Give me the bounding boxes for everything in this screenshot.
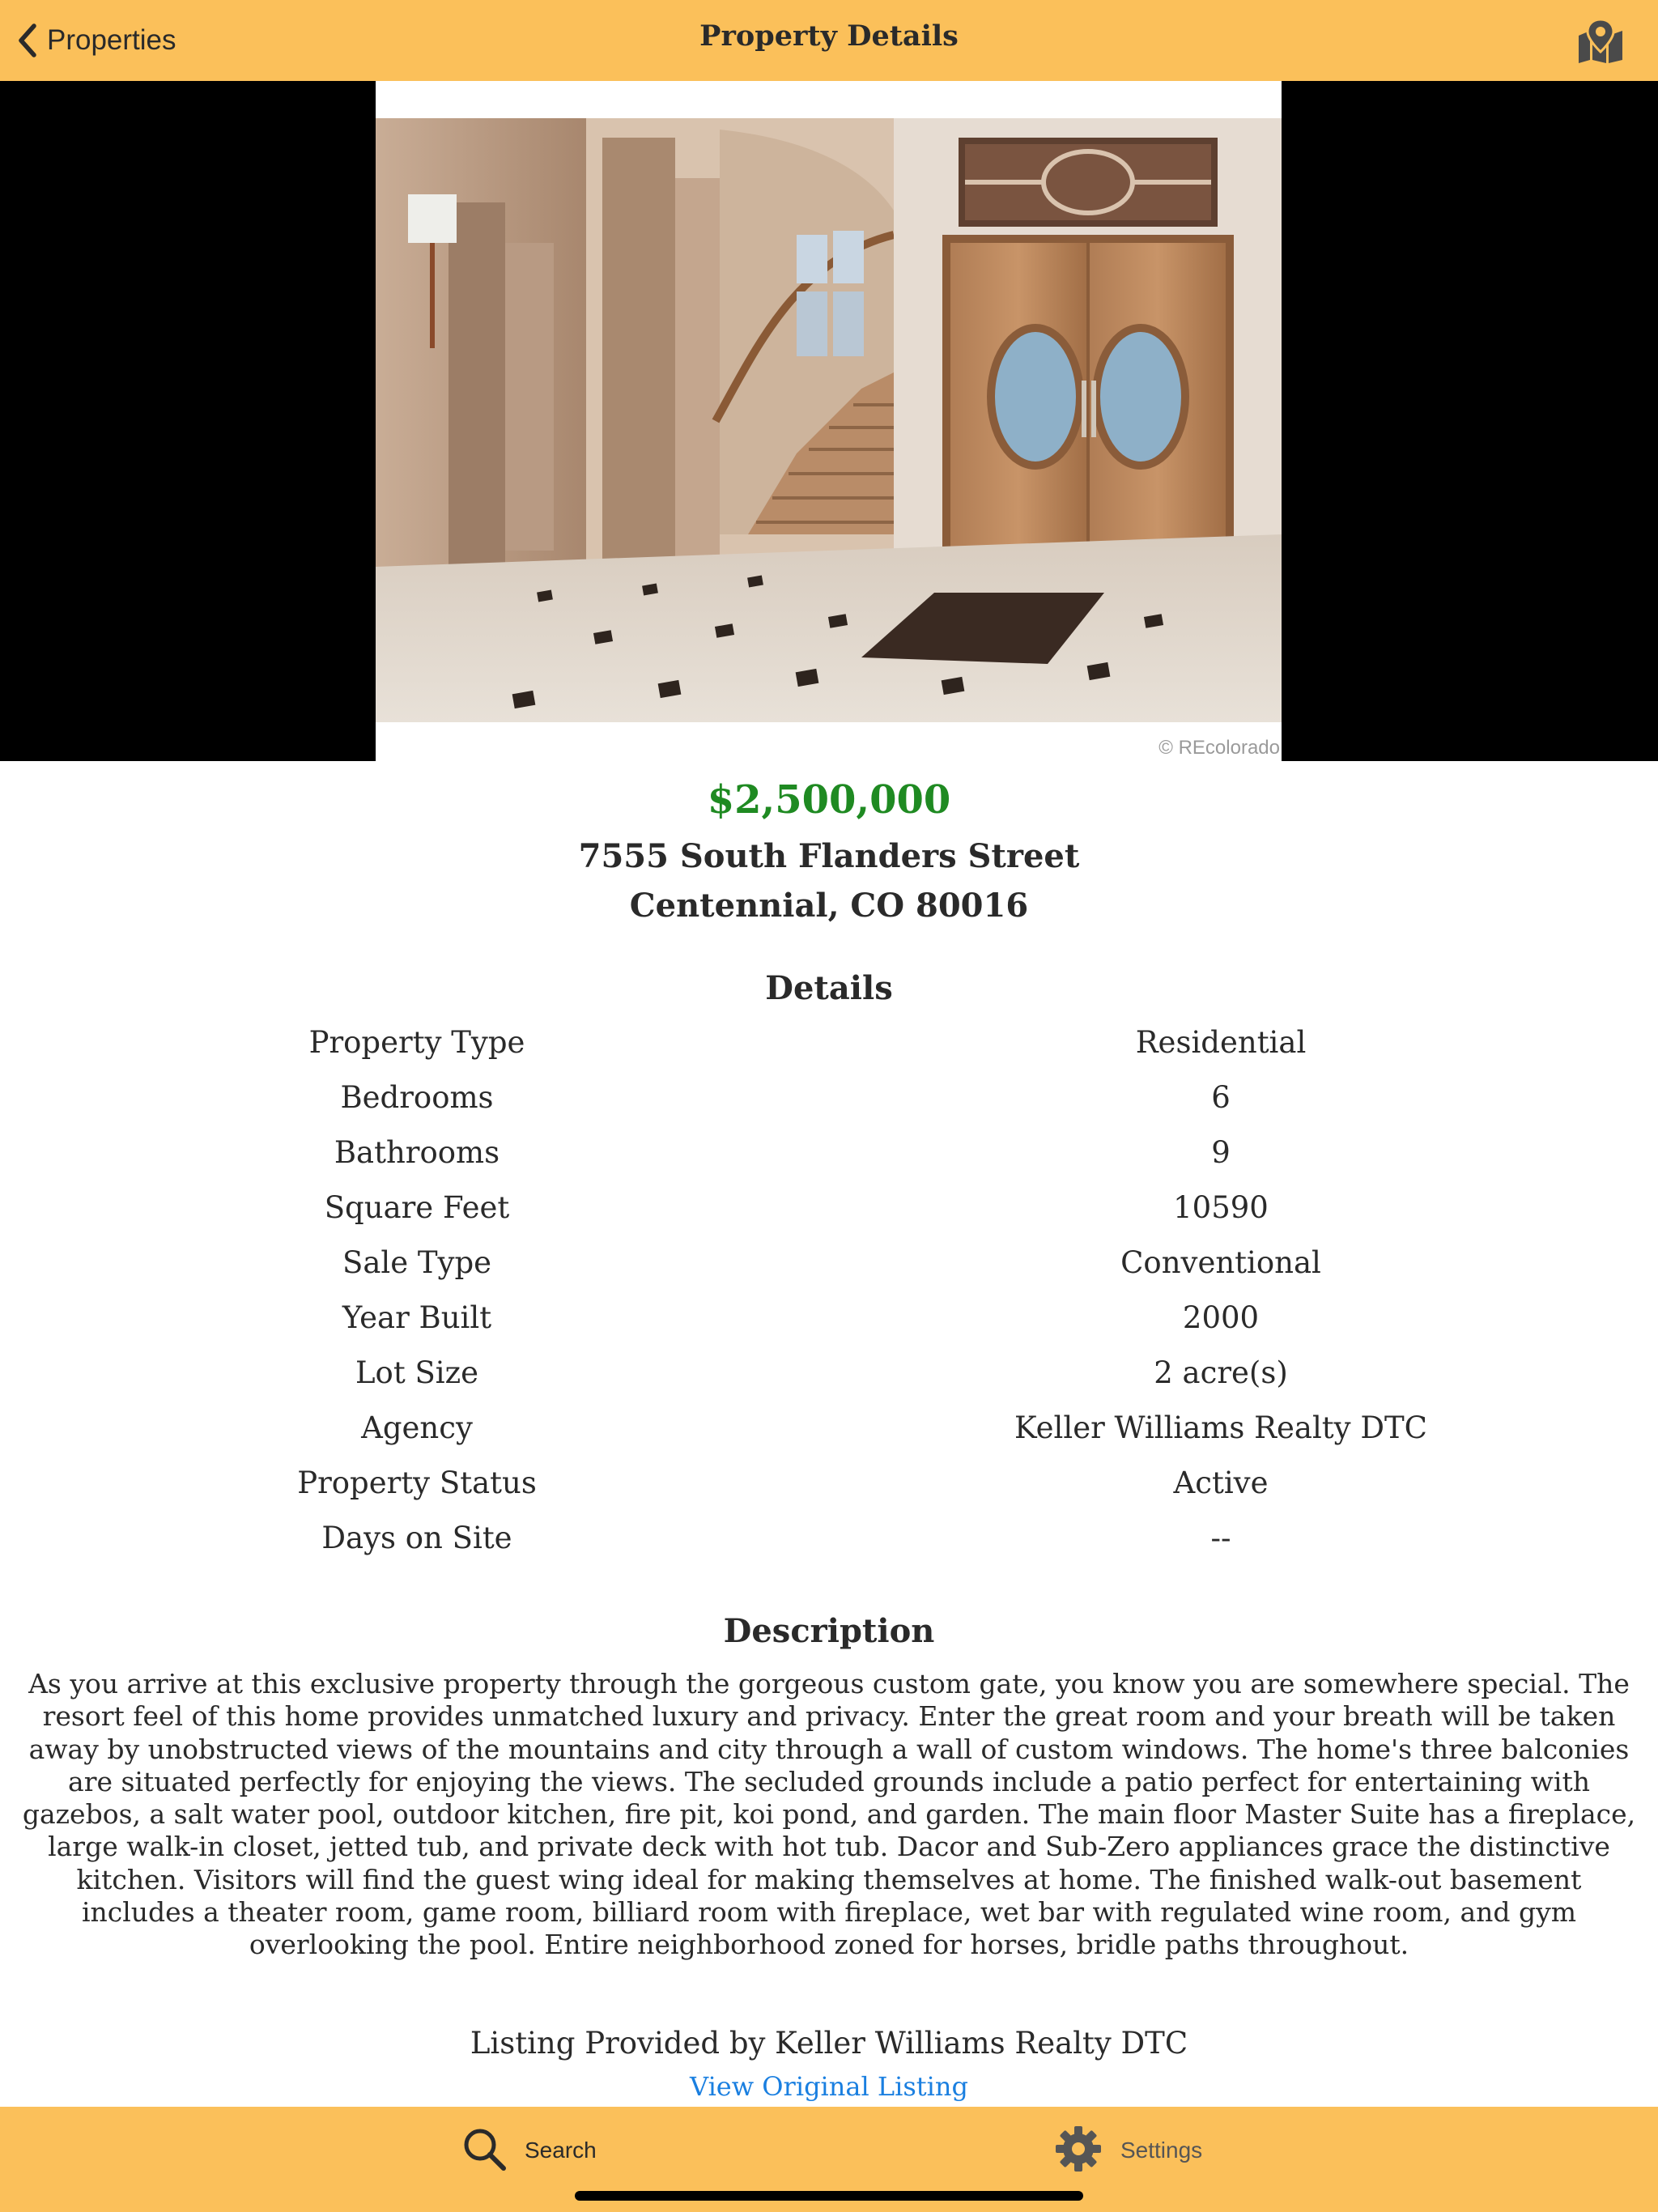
- detail-row-days-on-site: [0, 1512, 1658, 1568]
- gear-icon: [1054, 2125, 1103, 2176]
- detail-value: 2 acre(s): [1154, 1355, 1288, 1390]
- detail-value: 9: [1211, 1135, 1231, 1170]
- tab-settings[interactable]: [1054, 2125, 1202, 2176]
- details-table: [0, 1017, 1658, 1568]
- navigation-bar: [0, 0, 1658, 81]
- detail-label: Bedrooms: [340, 1080, 494, 1115]
- detail-label: Agency: [361, 1410, 473, 1445]
- detail-value: 6: [1211, 1080, 1231, 1115]
- detail-row-year-built: [0, 1292, 1658, 1347]
- tab-bar: [0, 2107, 1658, 2212]
- address-city: Centennial, CO 80016: [629, 887, 1029, 925]
- detail-value: Active: [1173, 1465, 1269, 1500]
- detail-value: Conventional: [1120, 1245, 1321, 1280]
- detail-label: Days on Site: [321, 1521, 512, 1555]
- detail-label: Bathrooms: [334, 1135, 500, 1170]
- photo-gallery[interactable]: [0, 81, 1658, 761]
- description-heading: Description: [723, 1612, 935, 1650]
- address-street: 7555 South Flanders Street: [578, 837, 1080, 875]
- detail-row-property-status: [0, 1457, 1658, 1512]
- chevron-left-icon: [16, 23, 39, 58]
- detail-row-bedrooms: [0, 1072, 1658, 1127]
- detail-row-sale-type: [0, 1237, 1658, 1292]
- detail-label: Property Type: [308, 1025, 525, 1060]
- detail-row-square-feet: [0, 1182, 1658, 1237]
- detail-value: Keller Williams Realty DTC: [1014, 1410, 1427, 1445]
- detail-value: 10590: [1173, 1190, 1269, 1225]
- page-title: Property Details: [699, 19, 959, 53]
- tab-search-label: Search: [525, 2138, 597, 2163]
- property-photo: [376, 81, 1282, 761]
- view-original-listing-link[interactable]: View Original Listing: [690, 2071, 968, 2102]
- back-button[interactable]: [16, 18, 176, 63]
- details-heading: Details: [765, 969, 893, 1007]
- listing-price: $2,500,000: [707, 777, 951, 823]
- detail-label: Year Built: [342, 1300, 492, 1335]
- search-icon: [461, 2126, 507, 2175]
- detail-label: Property Status: [297, 1465, 537, 1500]
- detail-row-bathrooms: [0, 1127, 1658, 1182]
- tab-settings-label: Settings: [1120, 2138, 1203, 2163]
- detail-value: Residential: [1135, 1025, 1307, 1060]
- detail-value: --: [1210, 1521, 1231, 1555]
- tab-search[interactable]: [461, 2125, 597, 2176]
- map-button[interactable]: [1575, 18, 1626, 63]
- detail-value: 2000: [1182, 1300, 1260, 1335]
- detail-row-lot-size: [0, 1347, 1658, 1402]
- listing-provider: Listing Provided by Keller Williams Realty DTC: [470, 2026, 1188, 2061]
- detail-row-property-type: [0, 1017, 1658, 1072]
- home-indicator: [575, 2191, 1083, 2201]
- detail-label: Lot Size: [355, 1355, 479, 1390]
- photo-credit: © REcolorado: [1158, 737, 1280, 759]
- detail-row-agency: [0, 1402, 1658, 1457]
- detail-label: Square Feet: [324, 1190, 510, 1225]
- back-button-label: Properties: [47, 24, 176, 56]
- detail-label: Sale Type: [342, 1245, 492, 1280]
- description-text: As you arrive at this exclusive property through the gorgeous custom gate, you know you are somewhere special. The resort feel of this home provides unmatched luxury and privacy. Enter the great room and your breath will be taken away by unobstructed views of the mountains and city through a wall of custom windows. The home's three balconies are situated perfectly for enjoying the views. The secluded grounds include a patio perfect for entertaining with gazebos, a salt water pool, outdoor kitchen, fire pit, koi pond, and garden. The main floor Master Suite has a fireplace, large walk-in closet, jetted tub, and private deck with hot tub. Dacor and Sub-Zero appliances grace the distinctive kitchen. Visitors will find the guest wing ideal for making themselves at home. The finished walk-out basement includes a theater room, game room, billiard room with fireplace, wet bar with regulated wine room, and gym overlooking the pool. Entire neighborhood zoned for horses, bridle paths throughout.: [22, 1668, 1636, 1961]
- map-pin-icon: [1575, 18, 1626, 63]
